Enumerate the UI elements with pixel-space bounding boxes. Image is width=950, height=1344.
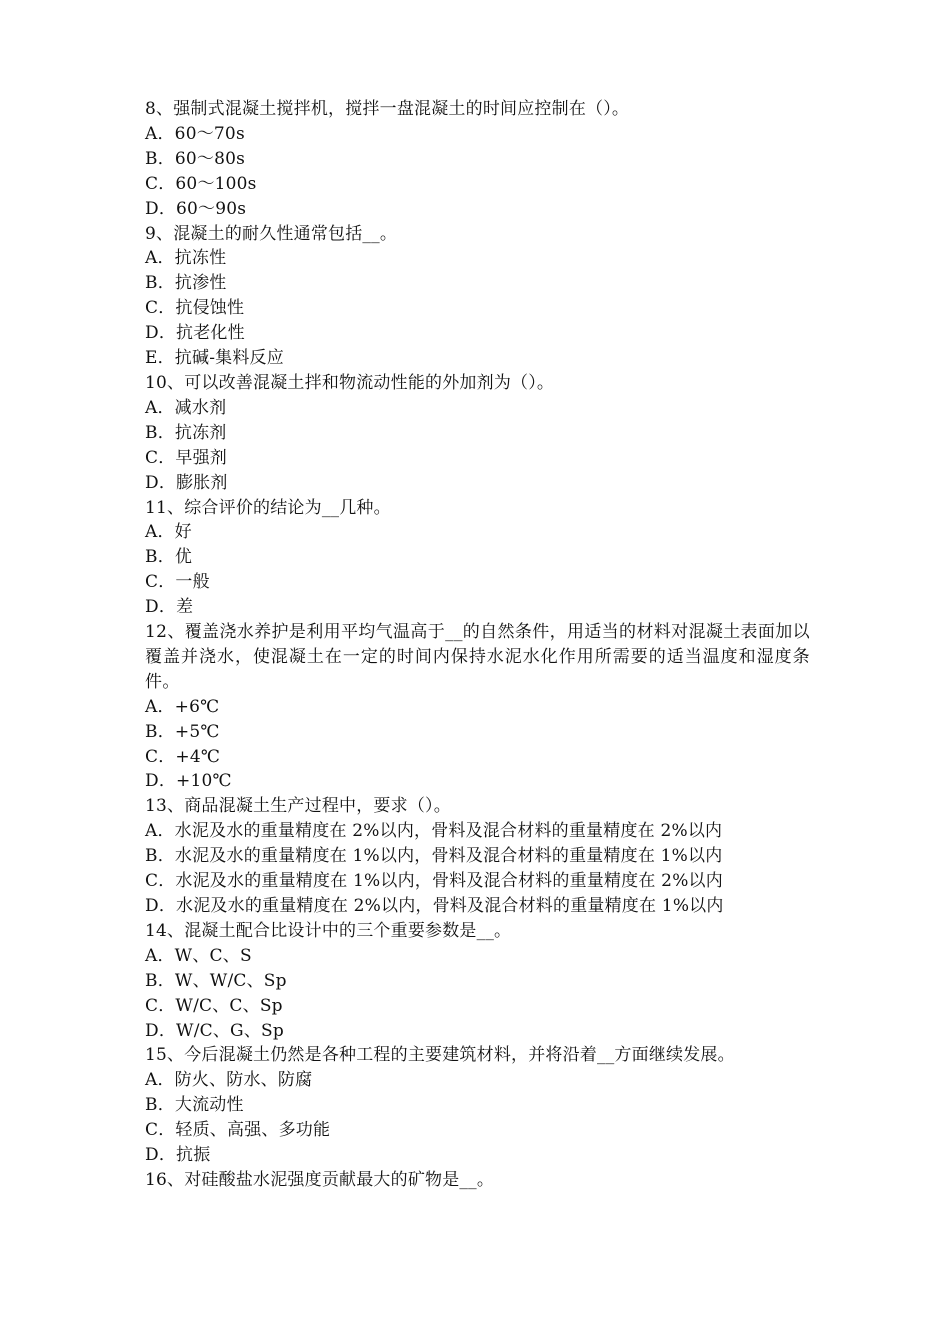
question-stem: 9、混凝土的耐久性通常包括__。 xyxy=(145,223,398,244)
question-16 xyxy=(145,1168,810,1193)
question-stem: 11、综合评价的结论为__几种。 xyxy=(145,497,391,518)
question-10 xyxy=(145,371,810,496)
question-stem: 15、今后混凝土仍然是各种工程的主要建筑材料，并将沿着__方面继续发展。 xyxy=(145,1045,735,1066)
option-b: B．优 xyxy=(145,547,193,568)
option-a: A．防火、防水、防腐 xyxy=(145,1070,313,1091)
option-d: D．60～90s xyxy=(145,198,247,219)
question-12 xyxy=(145,620,810,794)
option-a: A．60～70s xyxy=(145,123,245,144)
option-a: A．水泥及水的重量精度在 2%以内，骨料及混合材料的重量精度在 2%以内 xyxy=(145,821,723,842)
option-c: C．早强剂 xyxy=(145,447,228,468)
question-stem: 10、可以改善混凝土拌和物流动性能的外加剂为（）。 xyxy=(145,372,555,393)
question-11 xyxy=(145,496,810,621)
option-c: C．60～100s xyxy=(145,173,257,194)
option-c: C．+4℃ xyxy=(145,746,221,767)
option-d: D．膨胀剂 xyxy=(145,472,228,493)
question-stem: 8、强制式混凝土搅拌机，搅拌一盘混凝土的时间应控制在（）。 xyxy=(145,99,630,119)
option-e: E．抗碱-集料反应 xyxy=(145,348,284,369)
option-a: A．好 xyxy=(145,522,192,543)
option-a: A．W、C、S xyxy=(145,945,252,966)
question-15 xyxy=(145,1043,810,1168)
option-a: A．抗冻性 xyxy=(145,248,227,269)
question-stem: 12、覆盖浇水养护是利用平均气温高于__的自然条件，用适当的材料对混凝土表面加以覆盖并浇水，使混凝土在一定的时间内保持水泥水化作用所需要的适当温度和湿度条件。 xyxy=(145,622,810,692)
option-b: B．大流动性 xyxy=(145,1095,244,1116)
option-d: D．差 xyxy=(145,597,194,618)
option-d: D．W/C、G、Sp xyxy=(145,1020,284,1041)
question-13 xyxy=(145,794,810,919)
option-a: A．减水剂 xyxy=(145,397,227,418)
option-c: C．轻质、高强、多功能 xyxy=(145,1120,331,1141)
option-b: B．+5℃ xyxy=(145,721,220,742)
question-8 xyxy=(145,97,810,222)
option-b: B．60～80s xyxy=(145,148,246,169)
question-14 xyxy=(145,919,810,1044)
question-stem: 13、商品混凝土生产过程中，要求（）。 xyxy=(145,796,451,817)
option-d: D．抗振 xyxy=(145,1145,211,1166)
question-9 xyxy=(145,222,810,371)
question-list xyxy=(145,97,810,1193)
option-c: C．W/C、C、Sp xyxy=(145,995,283,1016)
option-c: C．抗侵蚀性 xyxy=(145,298,245,319)
question-stem: 16、对硅酸盐水泥强度贡献最大的矿物是__。 xyxy=(145,1169,495,1190)
question-stem: 14、混凝土配合比设计中的三个重要参数是__。 xyxy=(145,920,512,941)
option-d: D．抗老化性 xyxy=(145,323,245,344)
option-b: B．W、W/C、Sp xyxy=(145,970,287,991)
option-b: B．抗渗性 xyxy=(145,273,227,294)
option-d: D．+10℃ xyxy=(145,771,232,792)
option-a: A．+6℃ xyxy=(145,696,220,717)
option-b: B．水泥及水的重量精度在 1%以内，骨料及混合材料的重量精度在 1%以内 xyxy=(145,846,723,867)
option-c: C．一般 xyxy=(145,572,210,593)
option-c: C．水泥及水的重量精度在 1%以内，骨料及混合材料的重量精度在 2%以内 xyxy=(145,871,723,892)
option-b: B．抗冻剂 xyxy=(145,422,227,443)
option-d: D．水泥及水的重量精度在 2%以内，骨料及混合材料的重量精度在 1%以内 xyxy=(145,896,724,916)
